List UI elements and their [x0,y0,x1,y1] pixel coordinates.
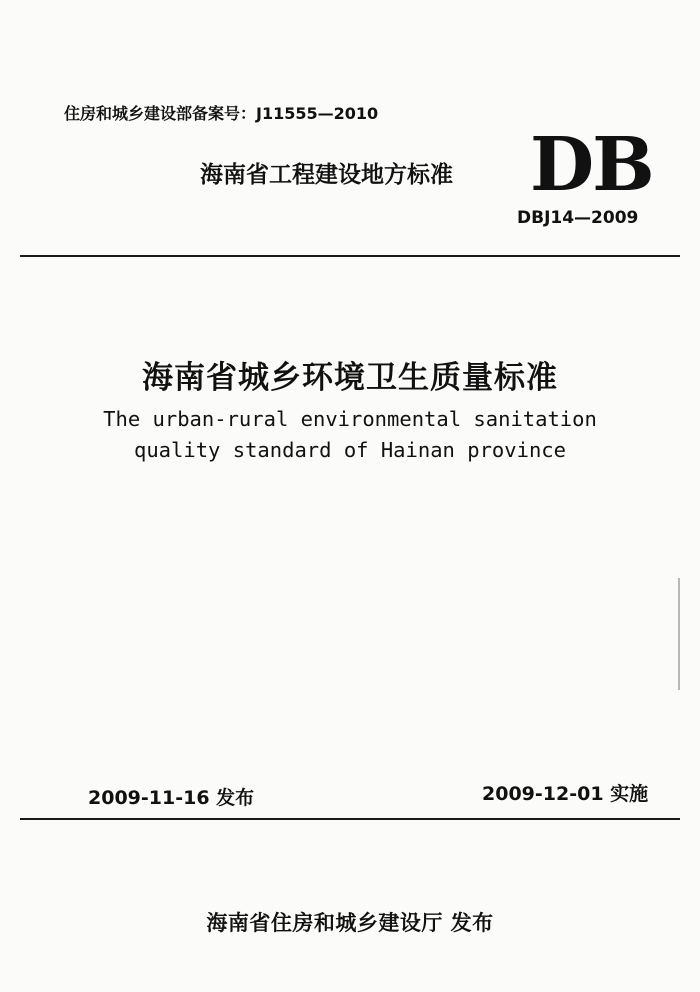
filing-number: 住房和城乡建设部备案号：J11555—2010 [64,104,379,123]
db-mark: DB [530,122,653,208]
scan-edge-mark [678,578,680,690]
title-english-line2: quality standard of Hainan province [134,438,566,462]
implementation-date: 2009-12-01 实施 [482,783,649,805]
title-english-line1: The urban-rural environmental sanitation [103,407,597,431]
title-chinese: 海南省城乡环境卫生质量标准 [142,360,558,396]
top-divider [20,255,680,257]
publisher: 海南省住房和城乡建设厅 发布 [206,911,494,935]
standard-number: DBJ14—2009 [517,208,639,228]
bottom-divider [20,818,680,820]
issue-date: 2009-11-16 发布 [88,787,255,809]
local-standard-label: 海南省工程建设地方标准 [200,162,453,188]
